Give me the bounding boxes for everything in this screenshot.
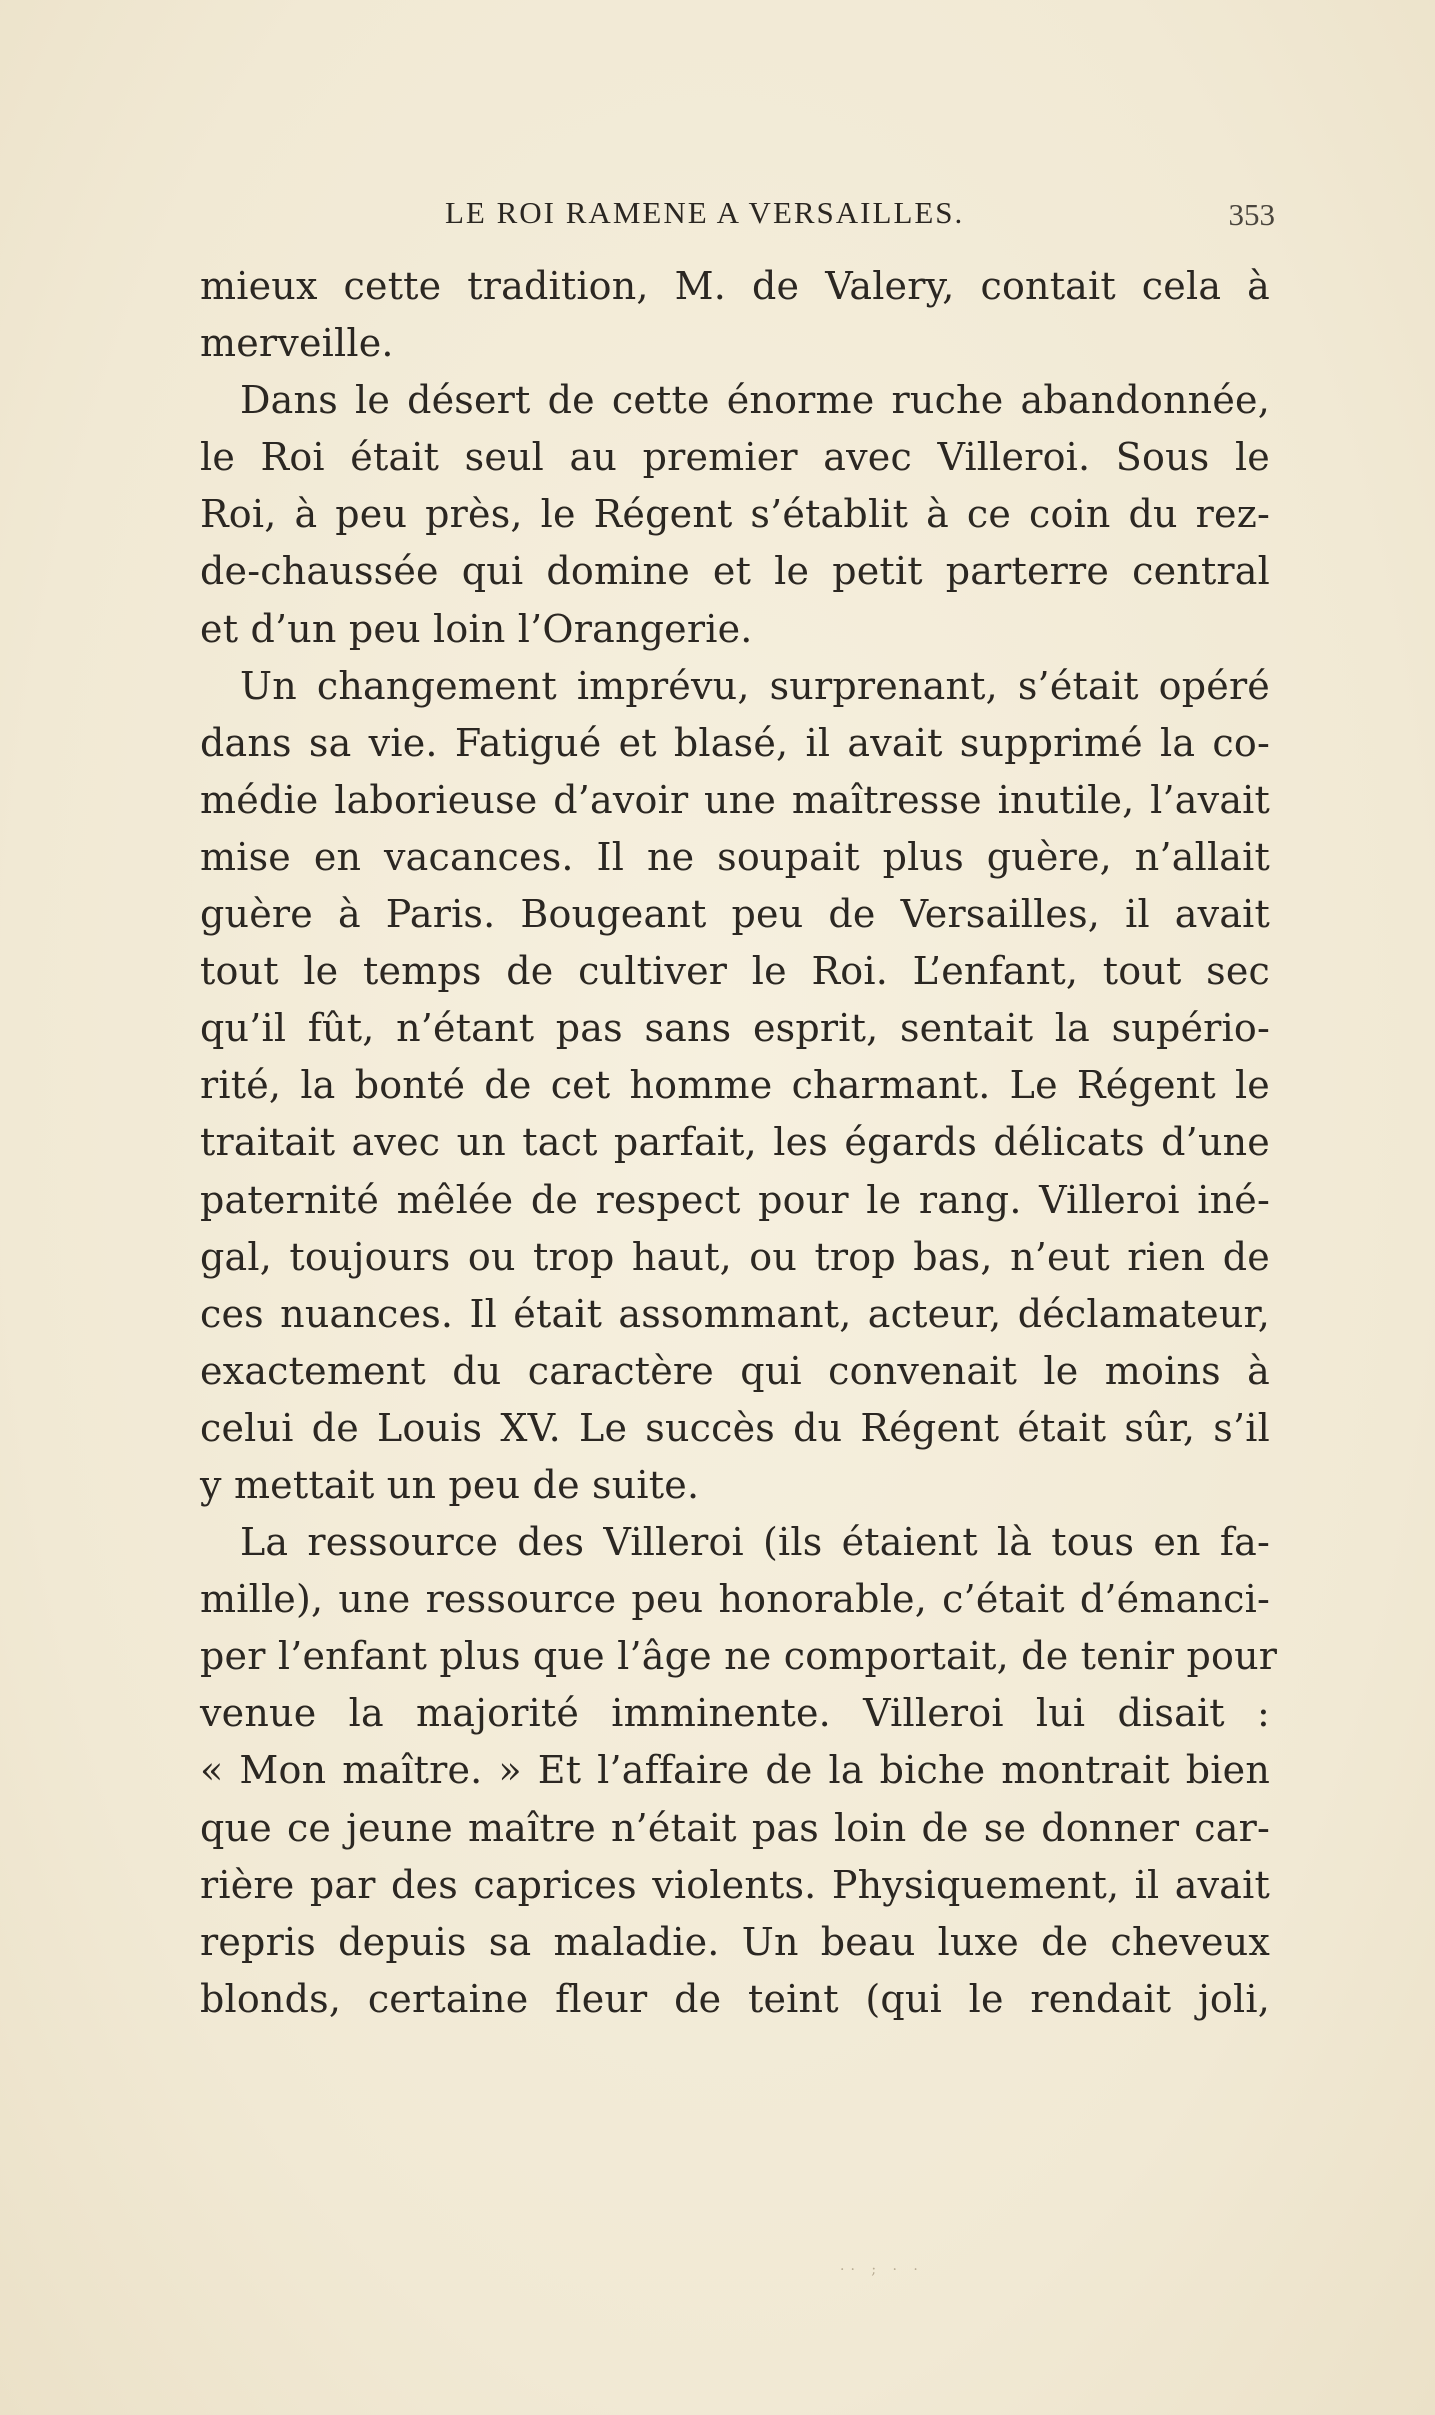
text-line: rité, la bonté de cet homme charmant. Le Régent le	[200, 1063, 1270, 1108]
text-line: celui de Louis XV. Le succès du Régent était sûr, s’il	[200, 1405, 1270, 1450]
text-line: dans sa vie. Fatigué et blasé, il avait supprimé la co-	[200, 720, 1270, 765]
body-text	[200, 258, 1278, 2028]
page-number: 353	[1228, 197, 1275, 232]
running-title: LE ROI RAMENE A VERSAILLES.	[445, 195, 965, 230]
text-line: y mettait un peu de suite.	[200, 1462, 700, 1507]
text-line: blonds, certaine fleur de teint (qui le rendait joli,	[200, 1976, 1270, 2021]
running-head	[200, 195, 1275, 245]
text-line: et d’un peu loin l’Orangerie.	[200, 606, 753, 651]
paragraph-start: Un changement imprévu, surprenant, s’était opéré	[240, 663, 1270, 708]
paragraph-start: La ressource des Villeroi (ils étaient là tous en fa-	[240, 1520, 1270, 1565]
text-line: per l’enfant plus que l’âge ne comportait, de tenir pour	[200, 1634, 1278, 1679]
text-line: traitait avec un tact parfait, les égards délicats d’une	[200, 1120, 1270, 1165]
text-line: guère à Paris. Bougeant peu de Versailles, il avait	[200, 892, 1270, 937]
text-line: merveille.	[200, 321, 394, 366]
text-line: paternité mêlée de respect pour le rang. Villeroi iné-	[200, 1177, 1270, 1222]
text-line: « Mon maître. » Et l’affaire de la biche montrait bien	[200, 1748, 1270, 1793]
text-line: exactement du caractère qui convenait le moins à	[200, 1348, 1270, 1393]
text-line: mieux cette tradition, M. de Valery, contait cela à	[200, 264, 1270, 308]
text-line: rière par des caprices violents. Physiquement, il avait	[200, 1862, 1270, 1907]
text-line: mise en vacances. Il ne soupait plus guère, n’allait	[200, 834, 1270, 879]
text-line: gal, toujours ou trop haut, ou trop bas, n’eut rien de	[200, 1234, 1270, 1279]
text-line: le Roi était seul au premier avec Villeroi. Sous le	[200, 435, 1270, 480]
text-line: ces nuances. Il était assommant, acteur, déclamateur,	[200, 1291, 1270, 1336]
text-line: qu’il fût, n’étant pas sans esprit, sentait la supério-	[200, 1006, 1270, 1051]
text-line: repris depuis sa maladie. Un beau luxe de cheveux	[200, 1919, 1270, 1964]
text-line: tout le temps de cultiver le Roi. L’enfant, tout sec	[200, 949, 1270, 994]
text-line: venue la majorité imminente. Villeroi lui disait :	[200, 1691, 1270, 1736]
text-line: que ce jeune maître n’était pas loin de se donner car-	[200, 1805, 1270, 1850]
text-line: de-chaussée qui domine et le petit parterre central	[200, 549, 1270, 594]
paragraph-start: Dans le désert de cette énorme ruche abandonnée,	[240, 378, 1270, 423]
paper-specks: ·· ; · ·	[840, 2262, 924, 2278]
text-line: Roi, à peu près, le Régent s’établit à ce coin du rez-	[200, 492, 1270, 537]
text-line: médie laborieuse d’avoir une maîtresse inutile, l’avait	[200, 777, 1270, 822]
text-line: mille), une ressource peu honorable, c’était d’émanci-	[200, 1577, 1270, 1622]
